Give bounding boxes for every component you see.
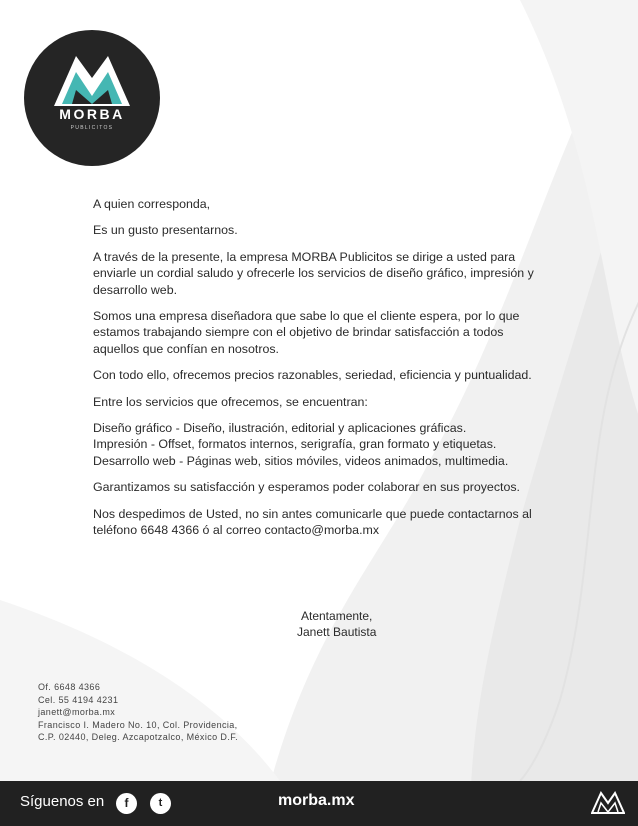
paragraph-values: Con todo ello, ofrecemos precios razonables, seriedad, eficiencia y puntualidad.: [93, 368, 532, 383]
paragraph-about: [93, 308, 598, 357]
services-list: [93, 420, 598, 469]
letter-body: [93, 196, 598, 549]
footer-bar: [0, 781, 638, 826]
paragraph-line: Nos despedimos de Usted, no sin antes comunicarle que puede contactarnos al: [93, 506, 532, 521]
address-line: C.P. 02440, Deleg. Azcapotzalco, México D.F.: [38, 732, 239, 742]
paragraph-line: Somos una empresa diseñadora que sabe lo que el cliente espera, por lo que: [93, 309, 520, 324]
twitter-icon[interactable]: t: [150, 793, 171, 814]
closing-salutation: Atentamente,: [301, 609, 373, 623]
greeting: A quien corresponda,: [93, 197, 211, 211]
paragraph-line: A través de la presente, la empresa MORBA Publicitos se dirige a usted para: [93, 249, 516, 264]
signer-name: Janett Bautista: [297, 625, 377, 639]
contact-email: janett@morba.mx: [38, 707, 116, 717]
footer-logo-icon: [591, 791, 625, 815]
paragraph-line: enviarle un cordial saludo y ofrecerle los servicios de diseño gráfico, impresión y: [93, 266, 534, 281]
paragraph-line: aquellos que confían en nosotros.: [93, 341, 279, 356]
paragraph-services-intro: Entre los servicios que ofrecemos, se encuentran:: [93, 394, 368, 409]
company-logo: [24, 30, 160, 166]
paragraph-line: teléfono 6648 4366 ó al correo contacto@morba.mx: [93, 523, 380, 538]
website-link[interactable]: morba.mx: [278, 792, 355, 809]
paragraph-line: desarrollo web.: [93, 282, 178, 297]
paragraph-guarantee: Garantizamos su satisfacción y esperamos poder colaborar en sus proyectos.: [93, 480, 520, 495]
service-item: Impresión - Offset, formatos internos, serigrafía, gran formato y etiquetas.: [93, 437, 497, 452]
paragraph-farewell: [93, 506, 598, 539]
logo-tagline: PUBLICITOS: [70, 125, 114, 131]
address-line: Francisco I. Madero No. 10, Col. Providencia,: [38, 719, 238, 730]
service-item: Desarrollo web - Páginas web, sitios móviles, videos animados, multimedia.: [93, 453, 509, 468]
facebook-icon[interactable]: f: [116, 793, 137, 814]
paragraph-intro-company: [93, 249, 598, 298]
office-phone: Of. 6648 4366: [38, 682, 101, 692]
logo-wordmark: MORBA: [59, 106, 125, 122]
intro-line: Es un gusto presentarnos.: [93, 223, 238, 238]
cell-phone: Cel. 55 4194 4231: [38, 694, 119, 705]
follow-label: Síguenos en: [20, 793, 105, 810]
service-item: Diseño gráfico - Diseño, ilustración, editorial y aplicaciones gráficas.: [93, 421, 467, 436]
mountain-logo-icon: [24, 30, 160, 166]
closing-block: [297, 608, 376, 640]
contact-info: [38, 681, 238, 744]
paragraph-line: estamos trabajando siempre con el objetivo de brindar satisfacción a todos: [93, 325, 504, 340]
